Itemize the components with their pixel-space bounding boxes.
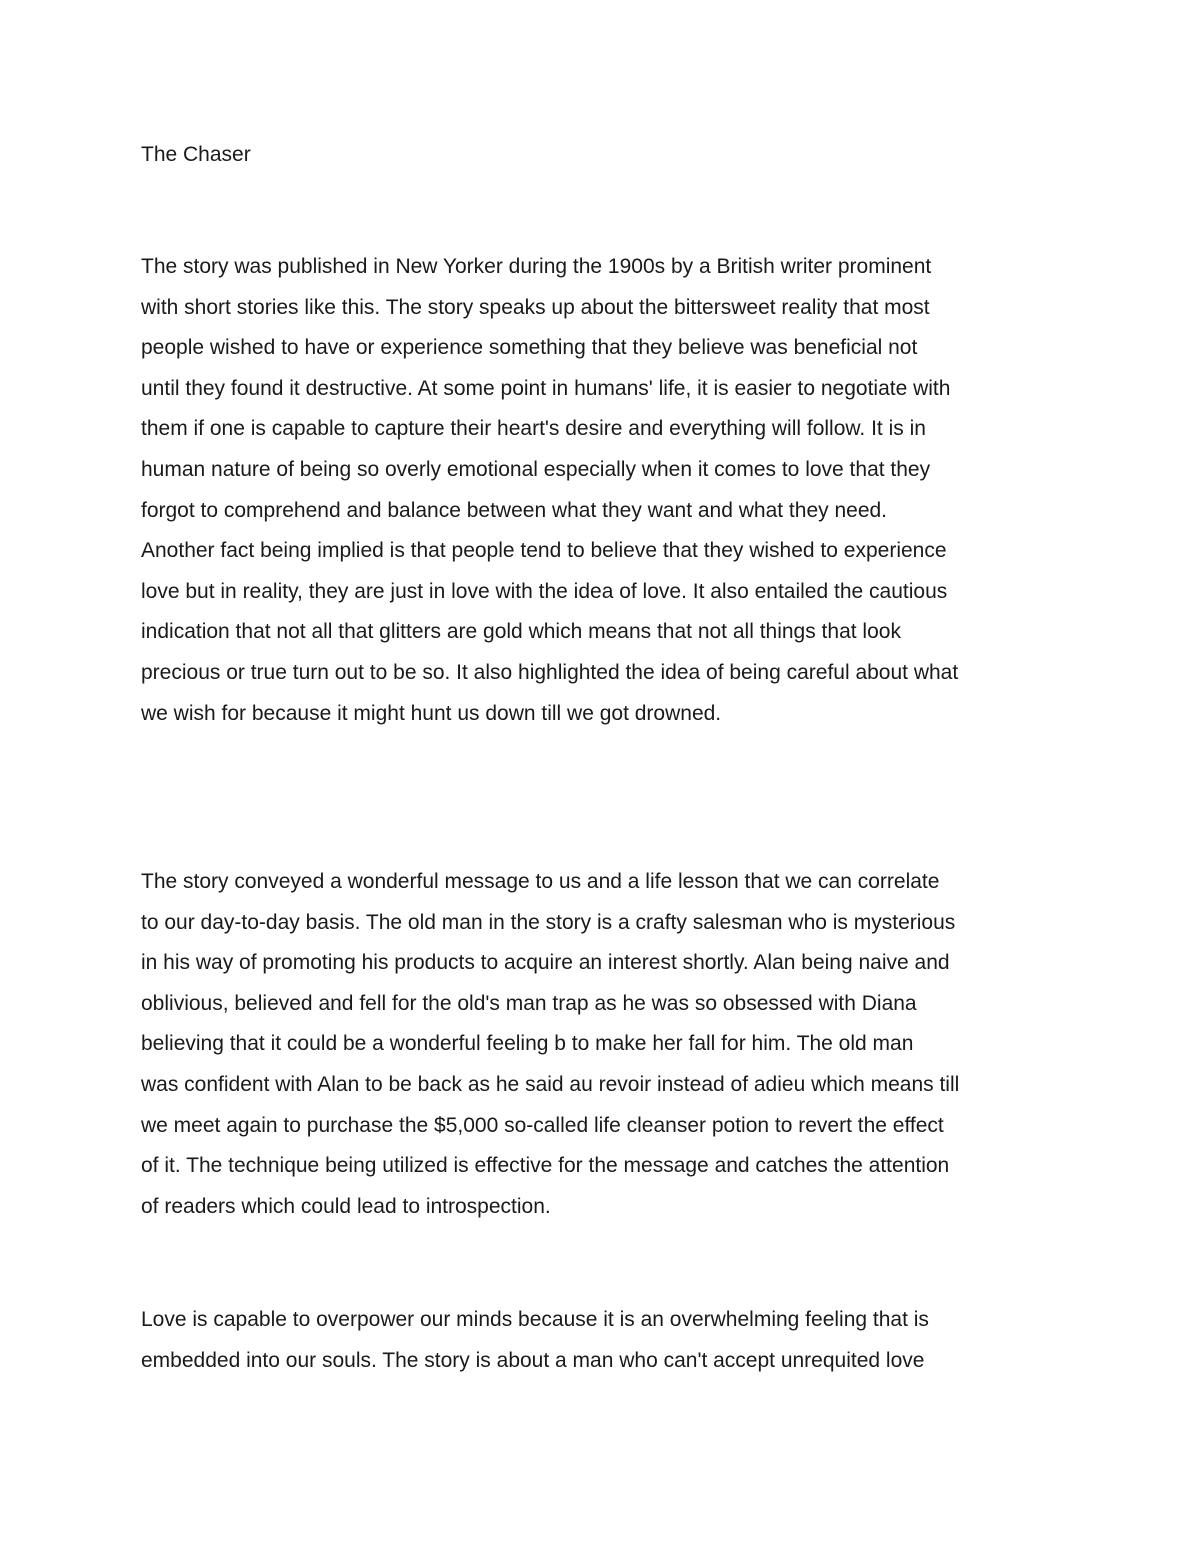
paragraph-line: human nature of being so overly emotional especially when it comes to love that they bbox=[141, 457, 931, 481]
paragraph-line: precious or true turn out to be so. It also highlighted the idea of being careful about what bbox=[141, 660, 959, 684]
paragraph-line: was confident with Alan to be back as he said au revoir instead of adieu which means till bbox=[141, 1072, 960, 1096]
paragraph-line: The story was published in New Yorker during the 1900s by a British writer prominent bbox=[141, 255, 932, 278]
paragraph-line: love but in reality, they are just in love with the idea of love. It also entailed the cautious bbox=[141, 579, 948, 603]
paragraph-line: of it. The technique being utilized is effective for the message and catches the attention bbox=[141, 1154, 950, 1178]
paragraph-3 bbox=[141, 1300, 1101, 1381]
paragraph-line: them if one is capable to capture their heart's desire and everything will follow. It is in bbox=[141, 417, 926, 441]
paragraph-line: forgot to comprehend and balance between what they want and what they need. bbox=[141, 498, 888, 522]
document-title-block bbox=[141, 135, 1101, 176]
paragraph-line: Love is capable to overpower our minds because it is an overwhelming feeling that is bbox=[141, 1308, 929, 1331]
paragraph-line: The story conveyed a wonderful message to us and a life lesson that we can correlate bbox=[141, 870, 940, 893]
paragraph-line: to our day-to-day basis. The old man in the story is a crafty salesman who is mysterious bbox=[141, 910, 956, 934]
paragraph-line: we wish for because it might hunt us down till we got drowned. bbox=[141, 701, 722, 725]
paragraph-line: believing that it could be a wonderful feeling b to make her fall for him. The old man bbox=[141, 1032, 914, 1056]
paragraph-line: oblivious, believed and fell for the old's man trap as he was so obsessed with Diana bbox=[141, 991, 917, 1015]
paragraph-line: people wished to have or experience something that they believe was beneficial not bbox=[141, 336, 918, 360]
paragraph-line: indication that not all that glitters are gold which means that not all things that look bbox=[141, 620, 901, 644]
paragraph-2 bbox=[141, 862, 1101, 1227]
paragraph-line: in his way of promoting his products to acquire an interest shortly. Alan being naive and bbox=[141, 951, 950, 975]
paragraph-line: of readers which could lead to introspection. bbox=[141, 1194, 551, 1218]
paragraph-line: embedded into our souls. The story is about a man who can't accept unrequited love bbox=[141, 1348, 925, 1372]
paragraph-line: we meet again to purchase the $5,000 so-called life cleanser potion to revert the effect bbox=[141, 1113, 944, 1137]
paragraph-line: with short stories like this. The story speaks up about the bittersweet reality that most bbox=[141, 295, 930, 319]
paragraph-1 bbox=[141, 247, 1101, 734]
paragraph-line: until they found it destructive. At some point in humans' life, it is easier to negotiate with bbox=[141, 376, 951, 400]
paragraph-line: Another fact being implied is that people tend to believe that they wished to experience bbox=[141, 539, 947, 563]
document-title: The Chaser bbox=[141, 143, 251, 166]
